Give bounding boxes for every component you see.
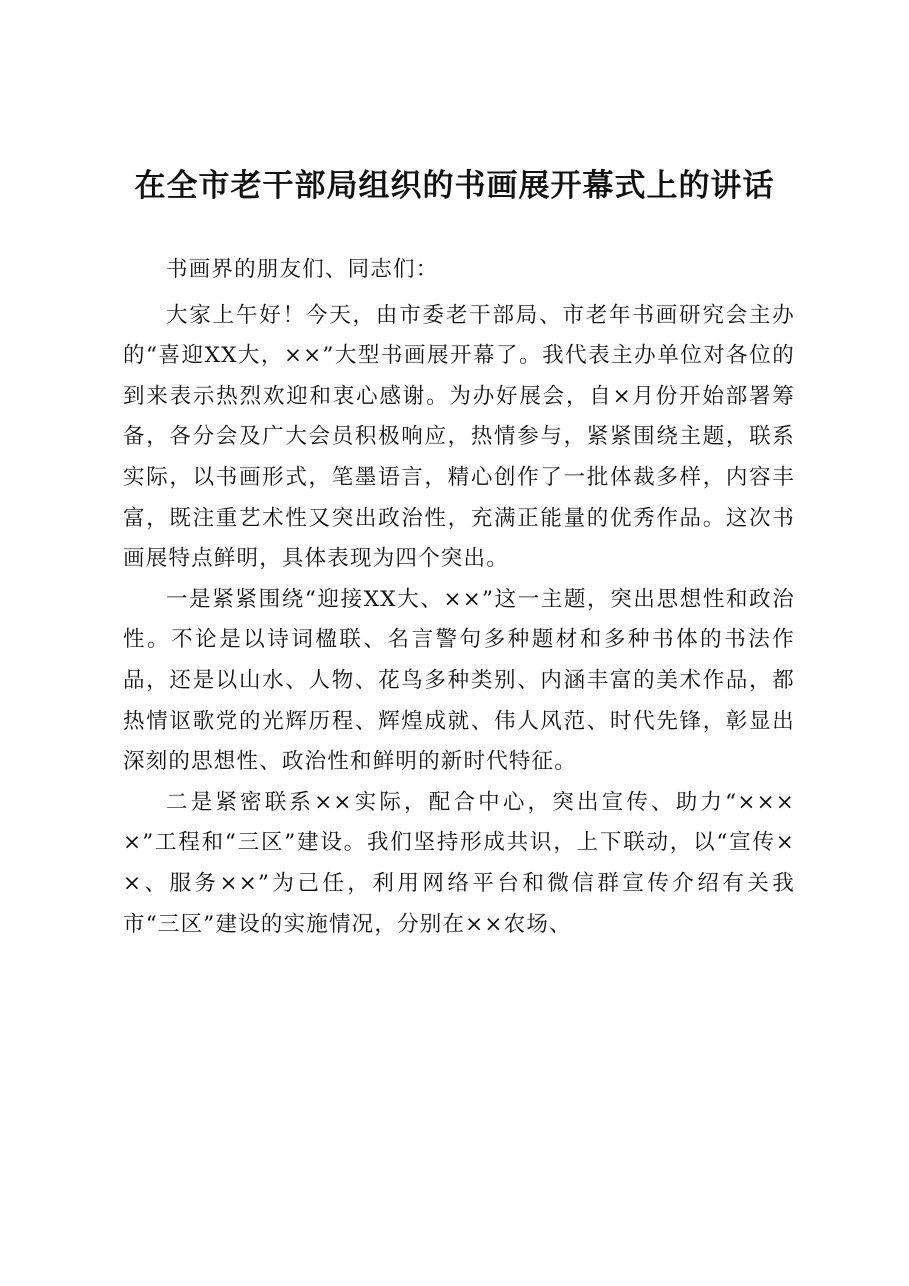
paragraph-point-one: 一是紧紧围绕“迎接XX大、××”这一主题，突出思想性和政治性。不论是以诗词楹联、名言警句多种题材和多种书体的书法作品，还是以山水、人物、花鸟多种类别、内涵丰富的美术作品，都热情讴歌党的光辉历程、辉煌成就、伟人风范、时代先锋，彰显出深刻的思想性、政治性和鲜明的新时代特征。 (123, 586, 795, 775)
document-title: 在全市老干部局组织的书画展开幕式上的讲话 (134, 168, 775, 204)
paragraph-point-two: 二是紧密联系××实际，配合中心，突出宣传、助力“××××”工程和“三区”建设。我们坚持形成共识，上下联动，以“宣传××、服务××”为己任，利用网络平台和微信群宣传介绍有关我市“三区”建设的实施情况，分别在××农场、 (123, 789, 795, 937)
paragraph-opening: 大家上午好！今天，由市委老干部局、市老年书画研究会主办的“喜迎XX大，××”大型书画展开幕了。我代表主办单位对各位的到来表示热烈欢迎和衷心感谢。为办好展会，自×月份开始部署筹备，各分会及广大会员积极响应，热情参与，紧紧围绕主题，联系实际，以书画形式，笔墨语言，精心创作了一批体裁多样，内容丰富，既注重艺术性又突出政治性，充满正能量的优秀作品。这次书画展特点鲜明，具体表现为四个突出。 (123, 302, 795, 572)
greeting-line: 书画界的朋友们、同志们： (166, 257, 439, 282)
document-body (123, 250, 795, 945)
